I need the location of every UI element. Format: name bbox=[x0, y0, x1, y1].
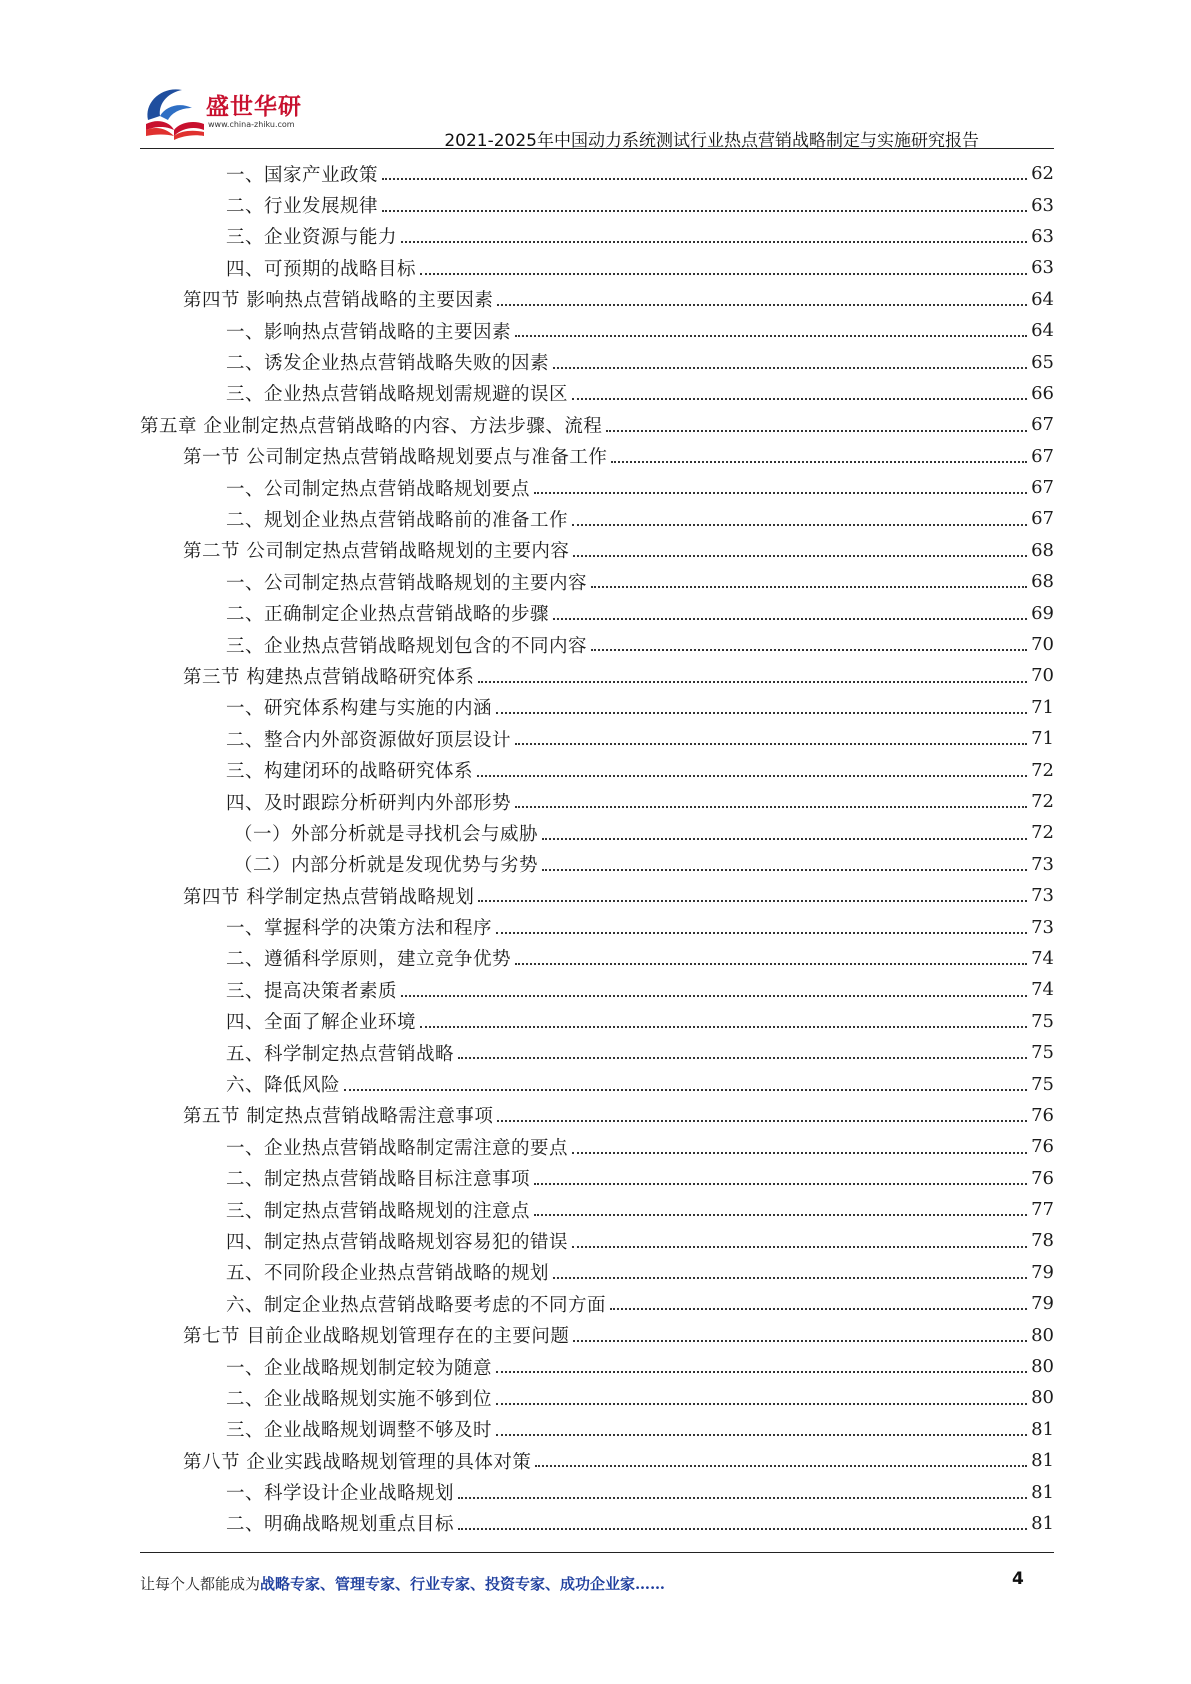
toc-entry-page: 75 bbox=[1031, 1073, 1054, 1095]
toc-entry[interactable] bbox=[140, 786, 1054, 817]
toc-entry-page: 66 bbox=[1031, 382, 1054, 404]
toc-entry[interactable] bbox=[140, 472, 1054, 503]
dot-leader bbox=[606, 429, 1027, 432]
toc-entry-title: 四、及时跟踪分析研判内外部形势 bbox=[226, 792, 512, 814]
toc-entry-page: 67 bbox=[1031, 477, 1054, 499]
toc-entry-page: 63 bbox=[1031, 194, 1054, 216]
toc-entry[interactable] bbox=[140, 1288, 1054, 1319]
toc-entry-page: 80 bbox=[1031, 1387, 1054, 1409]
toc-entry-title: 一、科学设计企业战略规划 bbox=[226, 1483, 455, 1505]
company-logo bbox=[140, 82, 320, 144]
toc-entry-page: 64 bbox=[1031, 320, 1054, 342]
toc-entry-title: 一、国家产业政策 bbox=[226, 164, 379, 186]
dot-leader bbox=[610, 1307, 1027, 1310]
toc-entry-title: 二、规划企业热点营销战略前的准备工作 bbox=[226, 509, 569, 531]
toc-entry-page: 62 bbox=[1031, 163, 1054, 185]
toc-entry[interactable] bbox=[140, 284, 1054, 315]
toc-entry-title: 六、降低风险 bbox=[226, 1075, 341, 1097]
toc-entry-page: 73 bbox=[1031, 853, 1054, 875]
toc-entry[interactable] bbox=[140, 754, 1054, 785]
dot-leader bbox=[344, 1088, 1027, 1091]
toc-entry[interactable] bbox=[140, 629, 1054, 660]
toc-entry-title: 二、行业发展规律 bbox=[226, 196, 379, 218]
toc-entry-title: 三、提高决策者素质 bbox=[226, 980, 398, 1002]
toc-entry[interactable] bbox=[140, 849, 1054, 880]
toc-entry[interactable] bbox=[140, 597, 1054, 628]
toc-entry-page: 76 bbox=[1031, 1104, 1054, 1126]
toc-entry-title: 二、整合内外部资源做好顶层设计 bbox=[226, 729, 512, 751]
logo-book-icon bbox=[140, 82, 210, 144]
logo-name: 盛世华研 bbox=[206, 94, 302, 120]
dot-leader bbox=[458, 1496, 1027, 1499]
toc-entry[interactable] bbox=[140, 723, 1054, 754]
toc-entry-title: 第四节 影响热点营销战略的主要因素 bbox=[183, 290, 494, 312]
toc-entry[interactable] bbox=[140, 911, 1054, 942]
toc-entry-title: 第五章 企业制定热点营销战略的内容、方法步骤、流程 bbox=[140, 415, 603, 437]
toc-entry-title: 二、制定热点营销战略目标注意事项 bbox=[226, 1169, 531, 1191]
toc-entry[interactable] bbox=[140, 1194, 1054, 1225]
dot-leader bbox=[458, 1527, 1027, 1530]
toc-entry-page: 63 bbox=[1031, 225, 1054, 247]
dot-leader bbox=[477, 774, 1027, 777]
dot-leader bbox=[496, 1433, 1027, 1436]
toc-entry-title: 五、科学制定热点营销战略 bbox=[226, 1043, 455, 1065]
toc-entry[interactable] bbox=[140, 535, 1054, 566]
toc-entry[interactable] bbox=[140, 974, 1054, 1005]
toc-entry-title: 三、企业热点营销战略规划需规避的误区 bbox=[226, 384, 569, 406]
dot-leader bbox=[401, 994, 1027, 997]
toc-entry-page: 67 bbox=[1031, 445, 1054, 467]
toc-entry[interactable] bbox=[140, 943, 1054, 974]
toc-entry[interactable] bbox=[140, 1414, 1054, 1445]
toc-entry-title: 第二节 公司制定热点营销战略规划的主要内容 bbox=[183, 541, 570, 563]
dot-leader bbox=[515, 334, 1027, 337]
toc-entry-page: 81 bbox=[1031, 1418, 1054, 1440]
toc-entry[interactable] bbox=[140, 315, 1054, 346]
table-of-contents bbox=[140, 158, 1054, 1539]
dot-leader bbox=[591, 648, 1027, 651]
toc-entry-title: 一、公司制定热点营销战略规划的主要内容 bbox=[226, 572, 588, 594]
toc-entry-page: 72 bbox=[1031, 822, 1054, 844]
toc-entry-page: 77 bbox=[1031, 1199, 1054, 1221]
toc-entry-page: 67 bbox=[1031, 508, 1054, 530]
dot-leader bbox=[496, 1370, 1027, 1373]
toc-entry[interactable] bbox=[140, 1163, 1054, 1194]
toc-entry[interactable] bbox=[140, 252, 1054, 283]
toc-entry-title: 二、明确战略规划重点目标 bbox=[226, 1514, 455, 1536]
toc-entry[interactable] bbox=[140, 692, 1054, 723]
toc-entry[interactable] bbox=[140, 1351, 1054, 1382]
dot-leader bbox=[420, 272, 1027, 275]
toc-entry[interactable] bbox=[140, 1382, 1054, 1413]
toc-entry-page: 72 bbox=[1031, 759, 1054, 781]
dot-leader bbox=[572, 397, 1027, 400]
toc-entry[interactable] bbox=[140, 158, 1054, 189]
toc-entry-title: 一、企业热点营销战略制定需注意的要点 bbox=[226, 1137, 569, 1159]
dot-leader bbox=[382, 209, 1027, 212]
toc-entry[interactable] bbox=[140, 378, 1054, 409]
toc-entry-page: 78 bbox=[1031, 1230, 1054, 1252]
dot-leader bbox=[382, 177, 1027, 180]
toc-entry-title: 二、企业战略规划实施不够到位 bbox=[226, 1388, 493, 1410]
toc-entry-title: 三、企业战略规划调整不够及时 bbox=[226, 1420, 493, 1442]
dot-leader bbox=[534, 1213, 1027, 1216]
toc-entry-page: 81 bbox=[1031, 1481, 1054, 1503]
toc-entry[interactable] bbox=[140, 409, 1054, 440]
toc-entry-page: 75 bbox=[1031, 1010, 1054, 1032]
toc-entry[interactable] bbox=[140, 1257, 1054, 1288]
toc-entry-title: 二、遵循科学原则，建立竞争优势 bbox=[226, 949, 512, 971]
dot-leader bbox=[497, 303, 1027, 306]
toc-entry[interactable] bbox=[140, 346, 1054, 377]
toc-entry-page: 67 bbox=[1031, 414, 1054, 436]
dot-leader bbox=[515, 742, 1027, 745]
toc-entry[interactable] bbox=[140, 817, 1054, 848]
toc-entry[interactable] bbox=[140, 1037, 1054, 1068]
toc-entry[interactable] bbox=[140, 1476, 1054, 1507]
toc-entry-title: （二）内部分析就是发现优势与劣势 bbox=[234, 855, 539, 877]
toc-entry[interactable] bbox=[140, 880, 1054, 911]
toc-entry-title: 六、制定企业热点营销战略要考虑的不同方面 bbox=[226, 1294, 607, 1316]
toc-entry-title: 五、不同阶段企业热点营销战略的规划 bbox=[226, 1263, 550, 1285]
toc-entry-title: 一、掌握科学的决策方法和程序 bbox=[226, 918, 493, 940]
toc-entry-page: 74 bbox=[1031, 947, 1054, 969]
logo-url: www.china-zhiku.com bbox=[208, 120, 295, 129]
toc-entry[interactable] bbox=[140, 503, 1054, 534]
toc-entry[interactable] bbox=[140, 1100, 1054, 1131]
toc-entry-title: 二、诱发企业热点营销战略失败的因素 bbox=[226, 353, 550, 375]
dot-leader bbox=[553, 1276, 1027, 1279]
dot-leader bbox=[478, 899, 1027, 902]
toc-entry-title: 三、企业热点营销战略规划包含的不同内容 bbox=[226, 635, 588, 657]
toc-entry-page: 69 bbox=[1031, 602, 1054, 624]
toc-entry[interactable] bbox=[140, 1131, 1054, 1162]
dot-leader bbox=[572, 523, 1027, 526]
toc-entry-page: 75 bbox=[1031, 1042, 1054, 1064]
slogan-roles: 战略专家、管理专家、行业专家、投资专家、成功企业家…… bbox=[260, 1575, 666, 1593]
toc-entry[interactable] bbox=[140, 1319, 1054, 1350]
toc-entry[interactable] bbox=[140, 189, 1054, 220]
toc-entry-page: 71 bbox=[1031, 728, 1054, 750]
dot-leader bbox=[573, 1339, 1027, 1342]
dot-leader bbox=[534, 491, 1027, 494]
toc-entry-page: 68 bbox=[1031, 571, 1054, 593]
toc-entry-page: 68 bbox=[1031, 539, 1054, 561]
toc-entry-title: 第八节 企业实践战略规划管理的具体对策 bbox=[183, 1451, 532, 1473]
report-title: 2021-2025年中国动力系统测试行业热点营销战略制定与实施研究报告 bbox=[444, 131, 979, 151]
dot-leader bbox=[573, 554, 1027, 557]
toc-entry-title: 四、全面了解企业环境 bbox=[226, 1012, 417, 1034]
toc-entry[interactable] bbox=[140, 1068, 1054, 1099]
toc-entry-title: 第三节 构建热点营销战略研究体系 bbox=[183, 666, 475, 688]
dot-leader bbox=[572, 1151, 1027, 1154]
toc-entry[interactable] bbox=[140, 221, 1054, 252]
dot-leader bbox=[534, 1182, 1027, 1185]
toc-entry[interactable] bbox=[140, 1006, 1054, 1037]
toc-entry-page: 65 bbox=[1031, 351, 1054, 373]
toc-entry-page: 70 bbox=[1031, 634, 1054, 656]
dot-leader bbox=[496, 931, 1027, 934]
dot-leader bbox=[553, 366, 1027, 369]
toc-entry-page: 64 bbox=[1031, 288, 1054, 310]
dot-leader bbox=[515, 962, 1027, 965]
toc-entry-page: 81 bbox=[1031, 1512, 1054, 1534]
toc-entry-title: 四、制定热点营销战略规划容易犯的错误 bbox=[226, 1231, 569, 1253]
dot-leader bbox=[553, 617, 1027, 620]
page-number: 4 bbox=[1012, 1569, 1024, 1589]
dot-leader bbox=[535, 1464, 1027, 1467]
toc-entry-page: 80 bbox=[1031, 1324, 1054, 1346]
dot-leader bbox=[497, 1119, 1027, 1122]
page-header bbox=[0, 0, 1191, 150]
dot-leader bbox=[611, 460, 1027, 463]
footer-slogan bbox=[140, 1573, 665, 1594]
toc-entry[interactable] bbox=[140, 441, 1054, 472]
toc-entry-page: 79 bbox=[1031, 1293, 1054, 1315]
slogan-lead: 让每个人都能成为 bbox=[140, 1575, 261, 1593]
toc-entry-page: 73 bbox=[1031, 916, 1054, 938]
toc-entry-page: 80 bbox=[1031, 1356, 1054, 1378]
dot-leader bbox=[591, 585, 1027, 588]
toc-entry-title: 第一节 公司制定热点营销战略规划要点与准备工作 bbox=[183, 447, 608, 469]
dot-leader bbox=[496, 711, 1027, 714]
dot-leader bbox=[572, 1245, 1027, 1248]
toc-entry-title: 第五节 制定热点营销战略需注意事项 bbox=[183, 1106, 494, 1128]
toc-entry[interactable] bbox=[140, 1508, 1054, 1539]
toc-entry-page: 71 bbox=[1031, 696, 1054, 718]
toc-entry-title: 一、影响热点营销战略的主要因素 bbox=[226, 321, 512, 343]
dot-leader bbox=[496, 1402, 1027, 1405]
toc-entry-title: 第四节 科学制定热点营销战略规划 bbox=[183, 886, 475, 908]
toc-entry-title: 一、企业战略规划制定较为随意 bbox=[226, 1357, 493, 1379]
footer-divider bbox=[140, 1552, 1054, 1553]
toc-entry[interactable] bbox=[140, 566, 1054, 597]
toc-entry[interactable] bbox=[140, 1225, 1054, 1256]
toc-entry-title: 二、正确制定企业热点营销战略的步骤 bbox=[226, 604, 550, 626]
toc-entry-title: 一、公司制定热点营销战略规划要点 bbox=[226, 478, 531, 500]
dot-leader bbox=[478, 680, 1027, 683]
toc-entry[interactable] bbox=[140, 660, 1054, 691]
dot-leader bbox=[542, 868, 1027, 871]
toc-entry-page: 74 bbox=[1031, 979, 1054, 1001]
dot-leader bbox=[515, 805, 1027, 808]
toc-entry-title: 第七节 目前企业战略规划管理存在的主要问题 bbox=[183, 1326, 570, 1348]
toc-entry-page: 79 bbox=[1031, 1261, 1054, 1283]
toc-entry-page: 76 bbox=[1031, 1136, 1054, 1158]
toc-entry[interactable] bbox=[140, 1445, 1054, 1476]
toc-entry-page: 63 bbox=[1031, 257, 1054, 279]
toc-entry-title: 三、构建闭环的战略研究体系 bbox=[226, 761, 474, 783]
dot-leader bbox=[420, 1025, 1027, 1028]
toc-entry-page: 72 bbox=[1031, 791, 1054, 812]
toc-entry-title: 一、研究体系构建与实施的内涵 bbox=[226, 698, 493, 720]
toc-entry-title: 三、企业资源与能力 bbox=[226, 227, 398, 249]
toc-entry-title: 四、可预期的战略目标 bbox=[226, 258, 417, 280]
toc-entry-title: （一）外部分析就是寻找机会与威胁 bbox=[234, 823, 539, 845]
dot-leader bbox=[401, 240, 1027, 243]
toc-entry-page: 81 bbox=[1031, 1450, 1054, 1472]
toc-entry-page: 73 bbox=[1031, 885, 1054, 907]
toc-entry-page: 70 bbox=[1031, 665, 1054, 687]
header-divider bbox=[140, 148, 1054, 149]
dot-leader bbox=[458, 1056, 1027, 1059]
toc-entry-page: 76 bbox=[1031, 1167, 1054, 1189]
dot-leader bbox=[542, 837, 1027, 840]
toc-entry-title: 三、制定热点营销战略规划的注意点 bbox=[226, 1200, 531, 1222]
